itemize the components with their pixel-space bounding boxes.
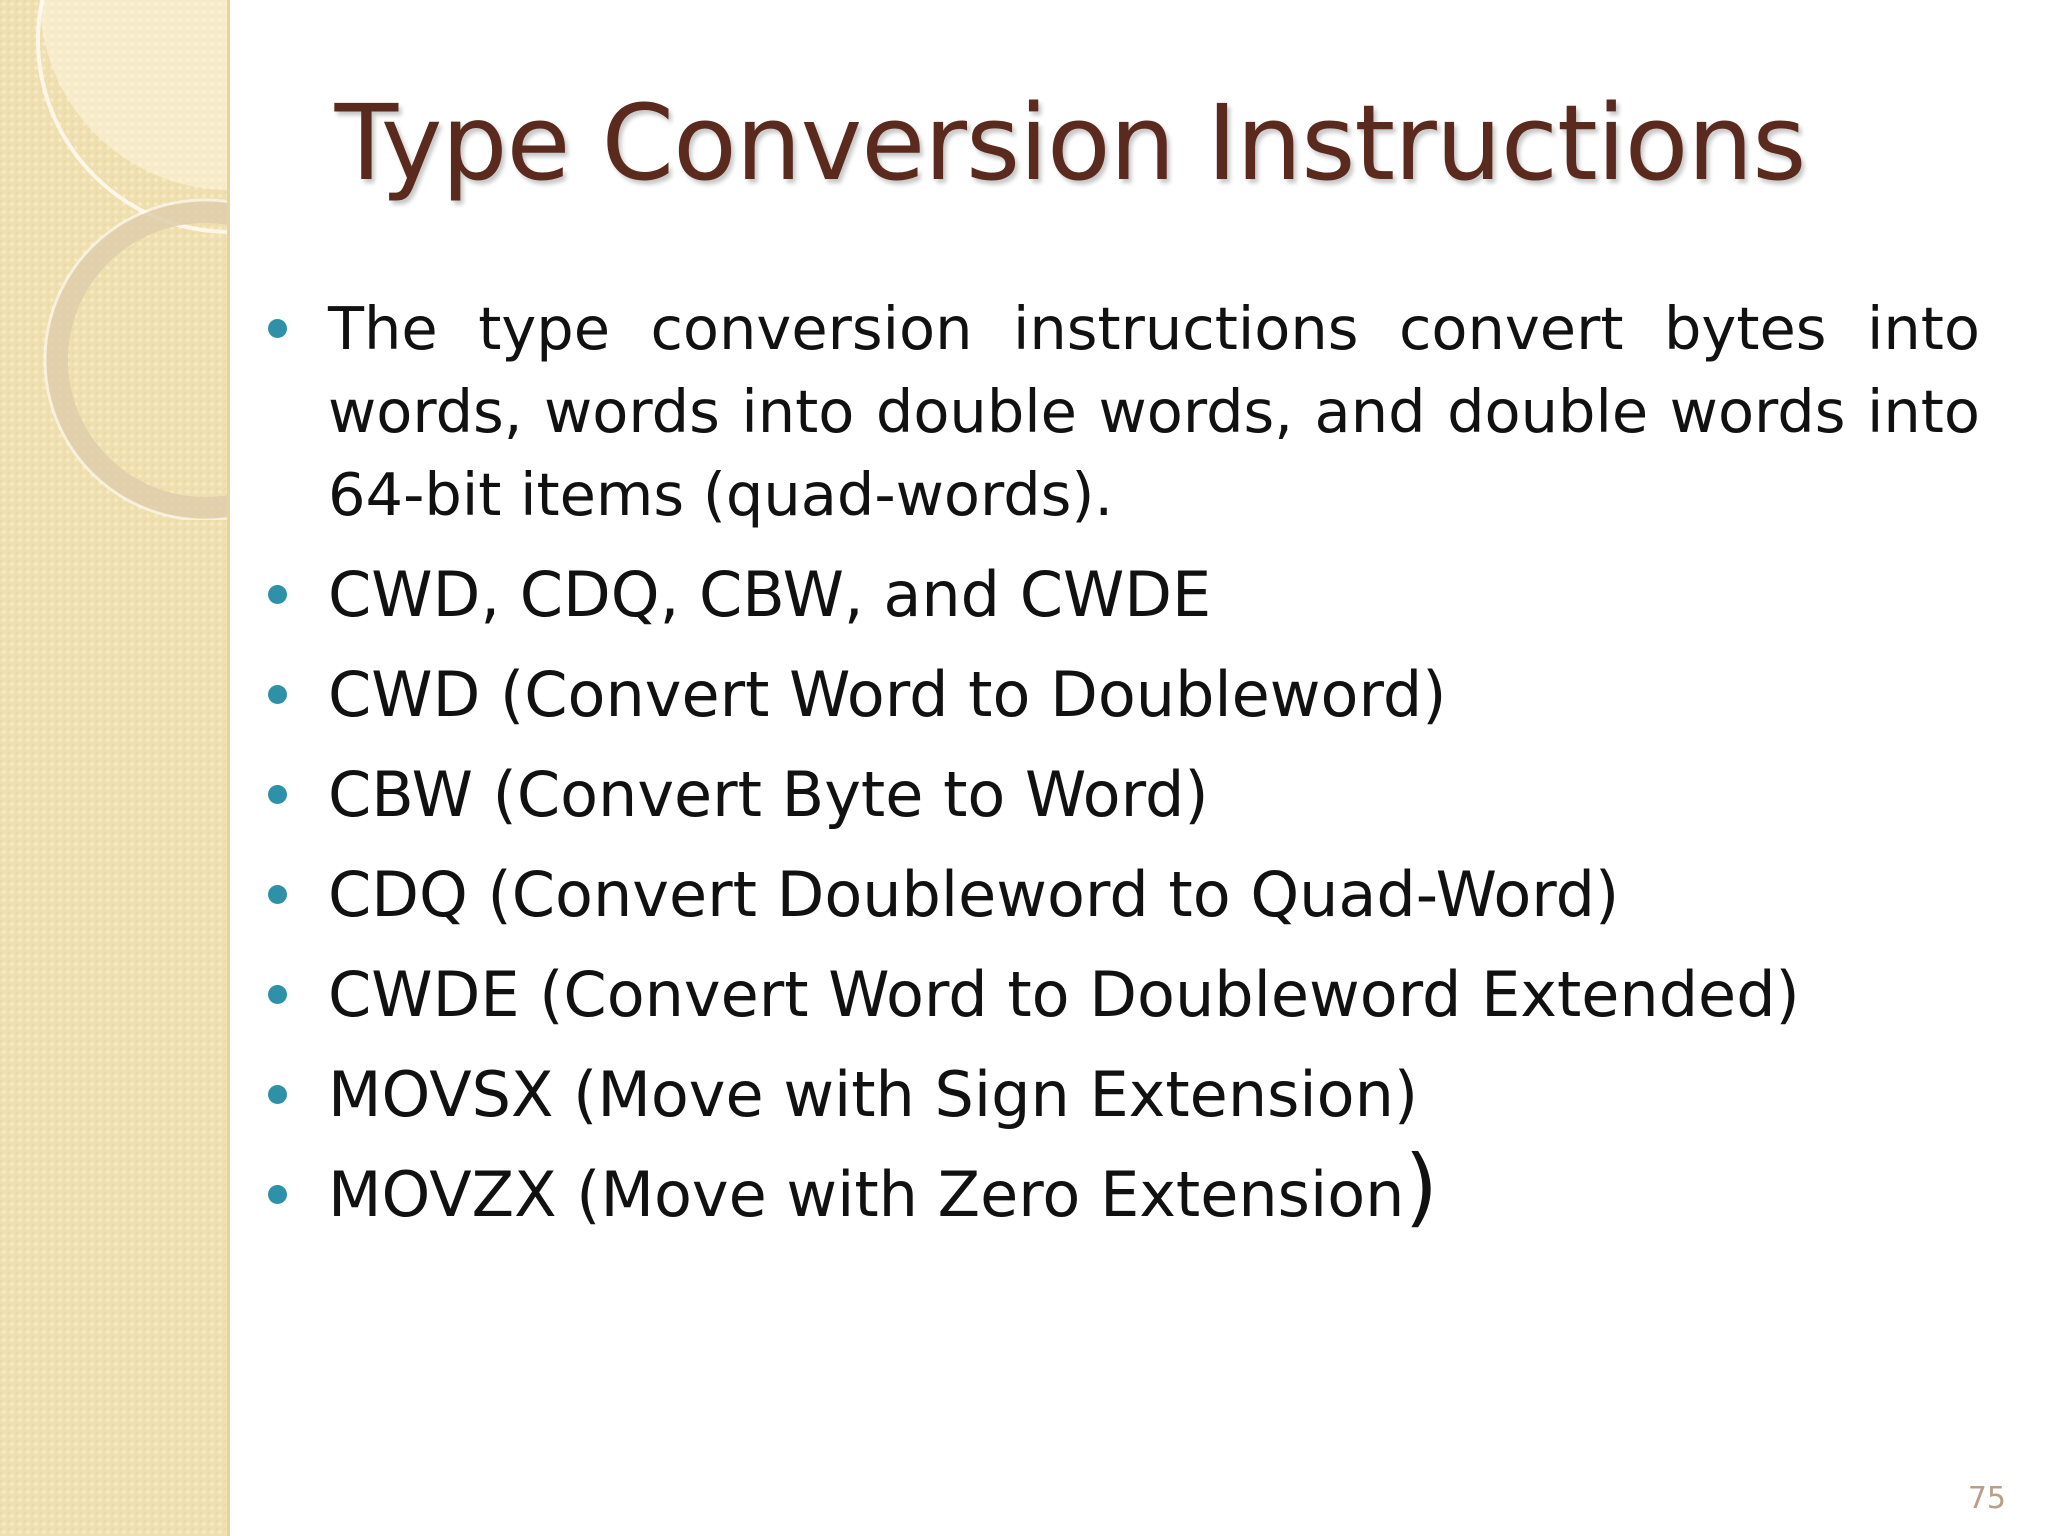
list-item-text: CWD, CDQ, CBW, and CWDE <box>328 558 1212 631</box>
bullet-dot-icon <box>268 1185 287 1204</box>
list-item-text: The type conversion instructions convert bytes into words, words into double words, and double words into 64-bit items (quad-words). <box>328 294 1980 529</box>
list-item <box>260 953 1980 1036</box>
bullet-list <box>260 287 1980 1253</box>
list-item <box>260 1053 1980 1136</box>
bullet-dot-icon <box>268 585 287 604</box>
list-item <box>260 287 1980 536</box>
list-item <box>260 853 1980 936</box>
list-item <box>260 653 1980 736</box>
bullet-dot-icon <box>268 985 287 1004</box>
bullet-dot-icon <box>268 1085 287 1104</box>
list-item-text: CWD (Convert Word to Doubleword) <box>328 658 1447 731</box>
list-item-text: CBW (Convert Byte to Word) <box>328 758 1209 831</box>
decorative-side-panel <box>0 0 230 1536</box>
list-item <box>260 553 1980 636</box>
bullet-dot-icon <box>268 319 287 338</box>
list-item-text: CDQ (Convert Doubleword to Quad-Word) <box>328 858 1620 931</box>
bullet-dot-icon <box>268 785 287 804</box>
page-number: 75 <box>1967 1481 2006 1516</box>
list-item-text: MOVZX (Move with Zero Extension <box>328 1158 1405 1231</box>
slide-title: Type Conversion Instructions <box>334 82 1806 204</box>
closing-paren: ) <box>1404 1137 1438 1237</box>
bullet-dot-icon <box>268 885 287 904</box>
list-item <box>260 753 1980 836</box>
decorative-rings <box>0 0 230 520</box>
list-item <box>260 1137 1980 1237</box>
bullet-dot-icon <box>268 685 287 704</box>
list-item-text: MOVSX (Move with Sign Extension) <box>328 1058 1419 1131</box>
list-item-text: CWDE (Convert Word to Doubleword Extended) <box>328 958 1800 1031</box>
